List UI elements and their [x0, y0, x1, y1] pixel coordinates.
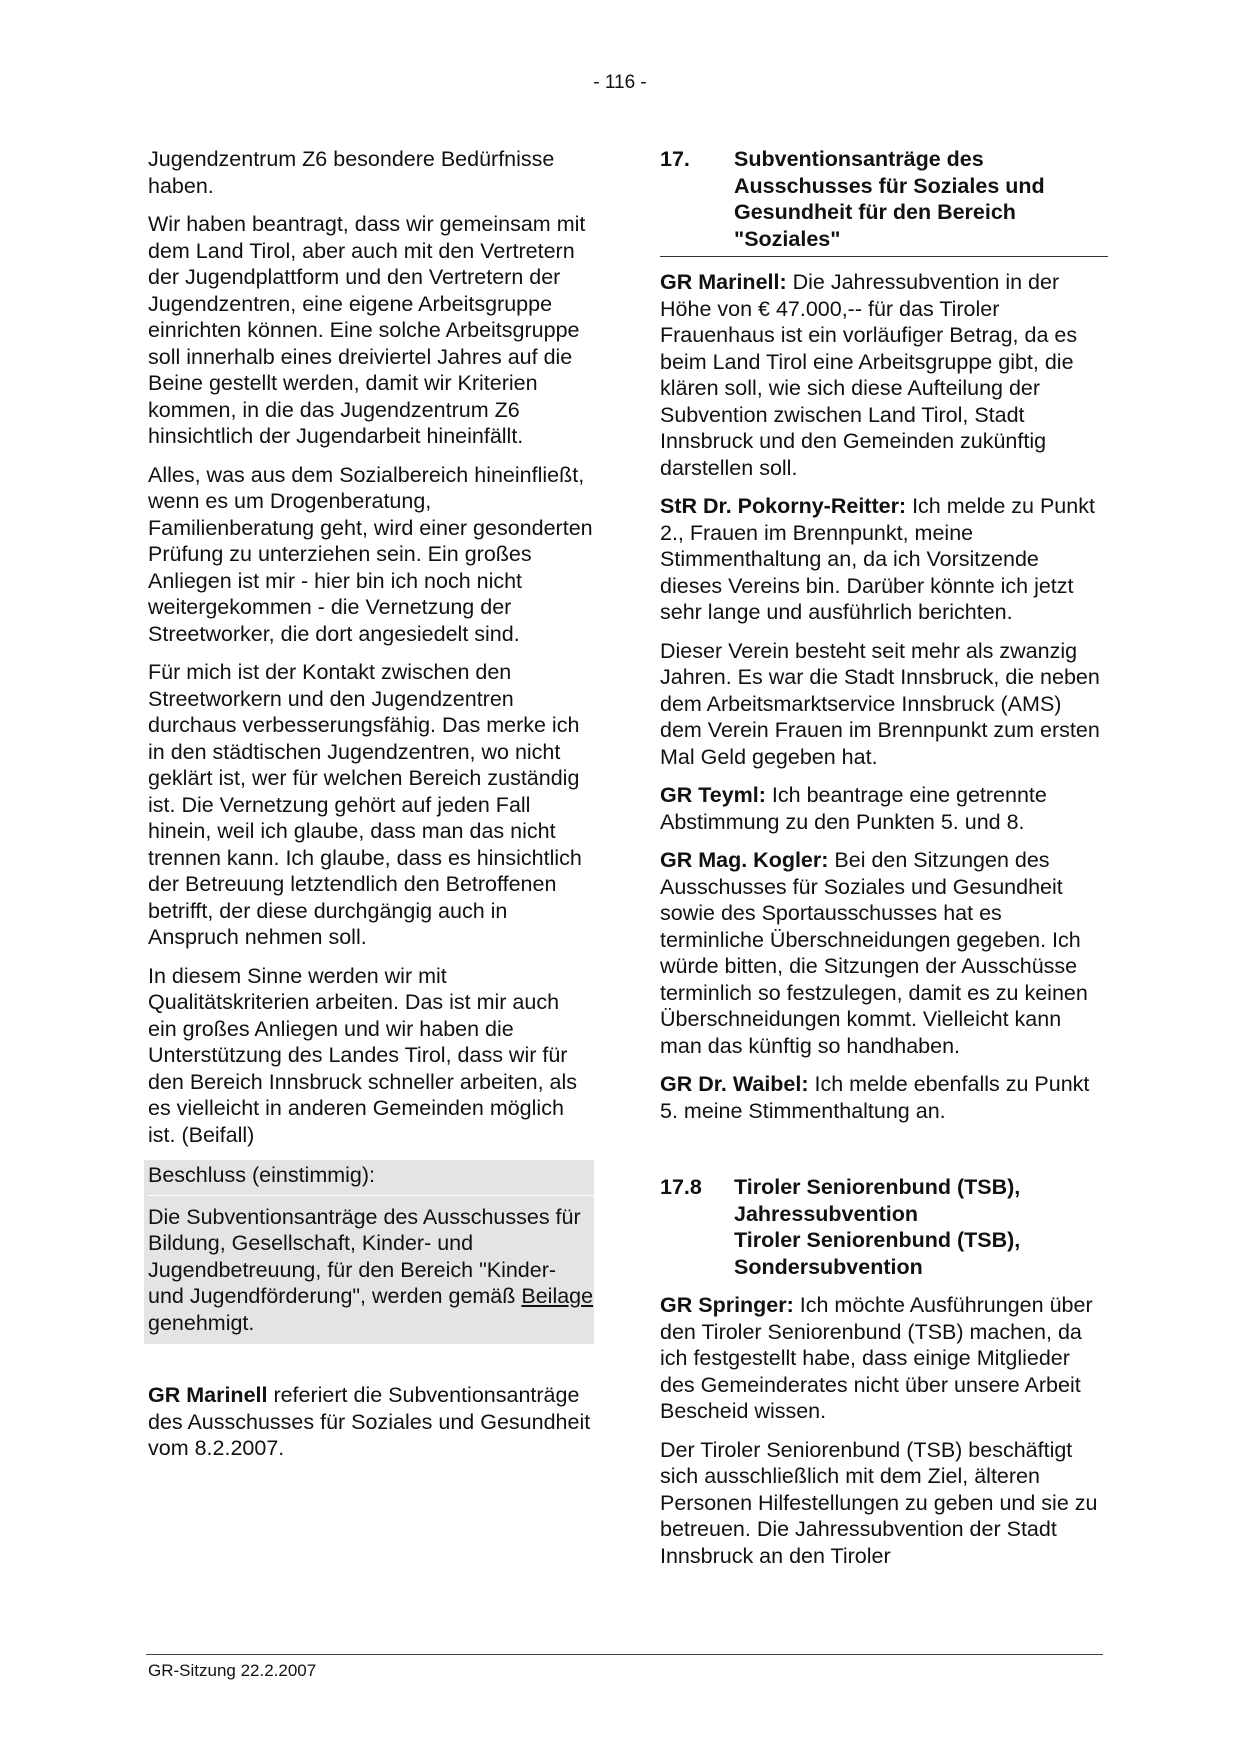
speaker-name: GR Marinell [148, 1383, 268, 1407]
section-title [734, 1174, 1105, 1280]
speaker-text: Ich möchte Ausführungen über den Tiroler Seniorenbund (TSB) machen, da ich festgestellt habe, dass einige Mitglieder des Gemeinderates nicht über unsere Arbeit Bescheid wissen. [660, 1293, 1093, 1423]
paragraph [660, 269, 1105, 481]
paragraph: In diesem Sinne werden wir mit Qualitätskriterien arbeiten. Das ist mir auch ein großes Anliegen und wir haben die Unterstützung des Landes Tirol, dass wir für den Bereich Innsbruck schneller arbeiten, als es vielleicht in anderen Gemeinden möglich ist. (Beifall) [148, 963, 578, 1147]
footer-divider [146, 1654, 1103, 1655]
speaker-name: GR Springer: [660, 1293, 794, 1317]
spacer [660, 1136, 1105, 1174]
speaker-name: GR Dr. Waibel: [660, 1072, 809, 1096]
decision-box [144, 1160, 594, 1344]
paragraph [660, 1071, 1105, 1124]
speaker-text: referiert die Subventionsanträge des Ausschusses für Soziales und Gesundheit vom 8.2.2007. [148, 1383, 591, 1460]
section-heading-17-8 [660, 1174, 1105, 1280]
paragraph: Wir haben beantragt, dass wir gemeinsam mit dem Land Tirol, aber auch mit den Vertretern der Jugendplattform und den Vertretern der Jugendzentren, eine eigene Arbeitsgruppe einrichten können. Eine solche Arbeitsgruppe soll innerhalb eines dreiviertel Jahres auf die Beine gestellt werden, damit wir Kriterien kommen, in die das Jugendzentrum Z6 hinsichtlich der Jugendarbeit hineinfällt. [148, 212, 586, 448]
page-number: - 116 - [593, 72, 647, 93]
section-title: Subventionsanträge des Ausschusses für Soziales und Gesundheit für den Bereich "Soziales" [734, 147, 1045, 251]
paragraph [660, 1292, 1105, 1425]
decision-label: Beschluss (einstimmig): [148, 1160, 594, 1196]
speaker-name: GR Mag. Kogler: [660, 848, 829, 872]
footer-text: GR-Sitzung 22.2.2007 [148, 1661, 317, 1680]
section-heading-17 [660, 146, 1108, 257]
paragraph: Der Tiroler Seniorenbund (TSB) beschäftigt sich ausschließlich mit dem Ziel, älteren Personen Hilfestellungen zu geben und sie zu betreuen. Die Jahressubvention der Stadt Innsbruck an den Tiroler [660, 1437, 1098, 1568]
speaker-name: GR Teyml: [660, 783, 766, 807]
speaker-text: Ich melde zu Punkt 2., Frauen im Brennpunkt, meine Stimmenthaltung an, da ich Vorsitzende dieses Vereins bin. Darüber könnte ich jetzt sehr lange und ausführlich berichten. [660, 494, 1095, 624]
paragraph: Für mich ist der Kontakt zwischen den Streetworkern und den Jugendzentren durchaus verbesserungsfähig. Das merke ich in den städtischen Jugendzentren, wo nicht geklärt ist, wer für welchen Bereich zuständig ist. Die Vernetzung gehört auf jeden Fall hinein, weil ich glaube, dass man das nicht trennen kann. Ich glaube, dass es hinsichtlich der Betreuung letztendlich den Betroffenen betrifft, der diese durchgängig auch in Anspruch nehmen soll. [148, 660, 582, 949]
speaker-text: Die Jahressubvention in der Höhe von € 47.000,-- für das Tiroler Frauenhaus ist ein vorläufiger Betrag, da es beim Land Tirol eine Arbeitsgruppe gibt, die klären soll, wie sich diese Aufteilung der Subvention zwischen Land Tirol, Stadt Innsbruck und den Gemeinden zukünftig darstellen soll. [660, 270, 1078, 480]
paragraph [660, 847, 1105, 1059]
speaker-text: Ich beantrage eine getrennte Abstimmung zu den Punkten 5. und 8. [660, 783, 1047, 834]
spacer [148, 1344, 593, 1382]
right-column [660, 146, 1105, 1581]
speaker-text: Ich melde ebenfalls zu Punkt 5. meine Stimmenthaltung an. [660, 1072, 1090, 1123]
section-title-line: Tiroler Seniorenbund (TSB), Jahressubvention [734, 1175, 1021, 1226]
speaker-text: Bei den Sitzungen des Ausschusses für Soziales und Gesundheit sowie des Sportausschusses hat es terminliche Überschneidungen gegeben. Ich würde bitten, die Sitzungen der Ausschüsse terminlich so festzulegen, damit es zu keinen Überschneidungen kommt. Vielleicht kann man das künftig so handhaben. [660, 848, 1088, 1058]
paragraph: Dieser Verein besteht seit mehr als zwanzig Jahren. Es war die Stadt Innsbruck, die neben dem Arbeitsmarktservice Innsbruck (AMS) dem Verein Frauen im Brennpunkt zum ersten Mal Geld gegeben hat. [660, 638, 1100, 769]
speaker-name: StR Dr. Pokorny-Reitter: [660, 494, 907, 518]
beilage-link[interactable]: Beilage [521, 1284, 594, 1308]
paragraph [148, 1382, 593, 1462]
decision-text [148, 1202, 594, 1345]
paragraph: Alles, was aus dem Sozialbereich hineinfließt, wenn es um Drogenberatung, Familienberatung geht, wird einer gesonderten Prüfung zu unterziehen sein. Ein großes Anliegen ist mir - hier bin ich noch nicht weitergekommen - die Vernetzung der Streetworker, die dort angesiedelt sind. [148, 462, 593, 646]
left-column [148, 146, 593, 1474]
decision-text-after: genehmigt. [148, 1310, 255, 1335]
section-number: 17. [660, 147, 690, 171]
decision-text-before: Die Subventionsanträge des Ausschusses für Bildung, Gesellschaft, Kinder- und Jugendbetreuung, für den Bereich "Kinder- und Jugendförderung", werden gemäß [148, 1204, 581, 1308]
paragraph [660, 493, 1105, 626]
section-title-line: Tiroler Seniorenbund (TSB), Sondersubvention [734, 1228, 1021, 1279]
section-number: 17.8 [660, 1175, 702, 1199]
speaker-name: GR Marinell: [660, 270, 787, 294]
paragraph: Jugendzentrum Z6 besondere Bedürfnisse haben. [148, 147, 555, 198]
paragraph [660, 782, 1105, 835]
